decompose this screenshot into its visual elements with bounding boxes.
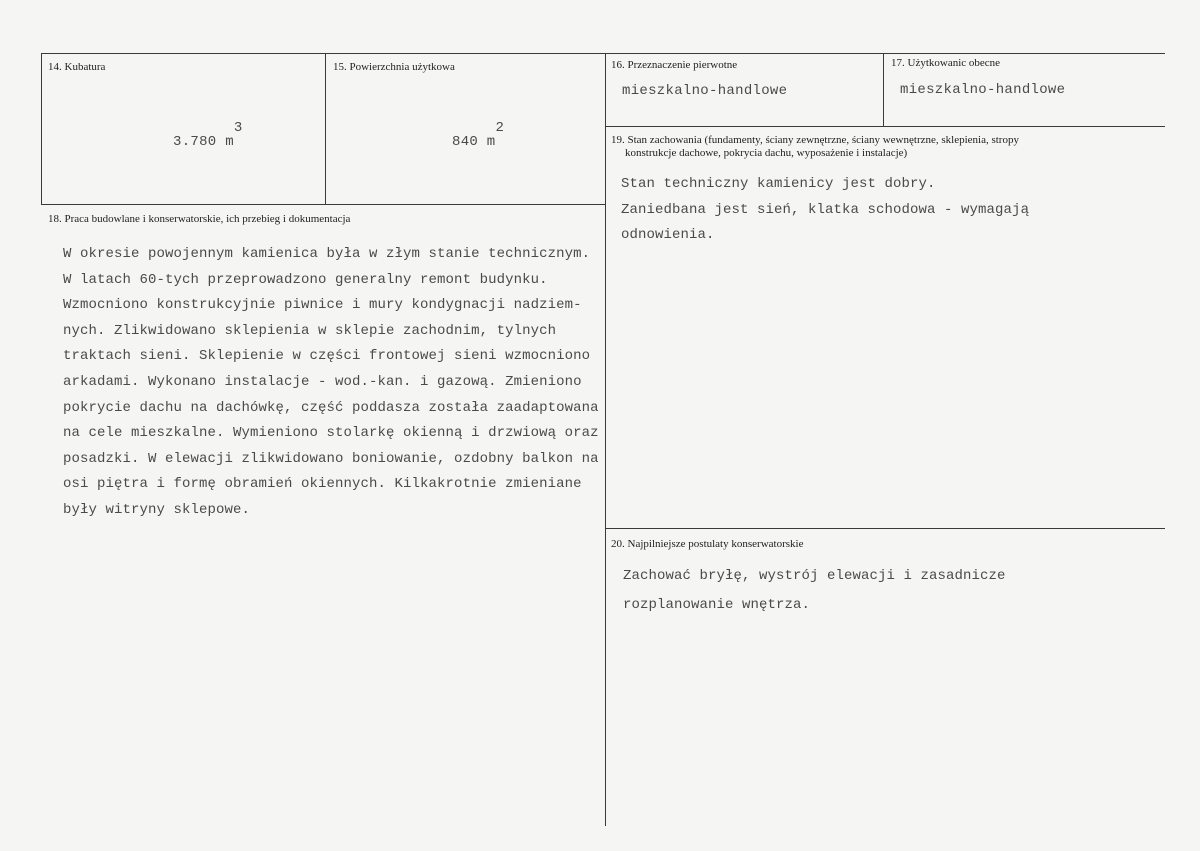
text-line: Zaniedbana jest sień, klatka schodowa - wymagają bbox=[621, 201, 1030, 218]
field-14-label: 14. Kubatura bbox=[48, 61, 106, 73]
field-15-label: 15. Powierzchnia użytkowa bbox=[333, 61, 455, 73]
text-line: Stan techniczny kamienicy jest dobry. bbox=[621, 176, 936, 192]
field-19-label-line2: konstrukcje dachowe, pokrycia dachu, wyposażenie i instalacje) bbox=[625, 147, 908, 159]
text-line: W latach 60-tych przeprowadzono generalny remont budynku. bbox=[63, 271, 548, 288]
volume-unit-exponent: 3 bbox=[233, 120, 243, 136]
text-line: na cele mieszkalne. Wymieniono stolarkę okienną i drzwiową oraz bbox=[63, 425, 599, 442]
field-17-label: 17. Użytkowanic obecne bbox=[891, 57, 1001, 69]
text-line: arkadami. Wykonano instalacje - wod.-kan. i gazową. Zmieniono bbox=[63, 373, 582, 390]
divider-row1-right bbox=[605, 126, 1165, 127]
text-line: Zachować bryłę, wystrój elewacji i zasadnicze bbox=[623, 568, 1006, 584]
field-15-value bbox=[452, 120, 505, 150]
text-line: nych. Zlikwidowano sklepienia w sklepie zachodnim, tylnych bbox=[63, 322, 557, 339]
top-border-line bbox=[41, 53, 1165, 54]
text-line: osi piętra i formę obramień okiennych. Kilkakrotnie zmieniane bbox=[63, 476, 582, 493]
field-20-text bbox=[623, 562, 1006, 620]
text-line: traktach sieni. Sklepienie w części frontowej sieni wzmocniono bbox=[63, 348, 591, 365]
divider-field20 bbox=[605, 528, 1165, 529]
divider-16-17 bbox=[883, 53, 884, 127]
text-line: posadzki. W elewacji zlikwidowano boniowanie, ozdobny balkon na bbox=[63, 450, 599, 467]
field-18-text bbox=[63, 242, 599, 524]
field-19-label-line1: 19. Stan zachowania (fundamenty, ściany zewnętrzne, ściany wewnętrzne, sklepienia, stropy bbox=[611, 134, 1019, 146]
field-14-value bbox=[173, 120, 243, 150]
field-16-value: mieszkalno-handlowe bbox=[622, 83, 788, 99]
divider-14-15 bbox=[325, 53, 326, 205]
text-line: W okresie powojennym kamienica była w złym stanie technicznym. bbox=[63, 246, 591, 262]
field-18-label: 18. Praca budowlane i konserwatorskie, ich przebieg i dokumentacja bbox=[48, 213, 351, 225]
left-border-line bbox=[41, 53, 42, 205]
field-19-text bbox=[621, 172, 1029, 249]
area-unit-exponent: 2 bbox=[495, 120, 505, 136]
volume-value: 3.780 m bbox=[173, 134, 234, 150]
field-17-value: mieszkalno-handlowe bbox=[900, 82, 1066, 98]
text-line: odnowienia. bbox=[621, 227, 715, 244]
text-line: były witryny sklepowe. bbox=[63, 501, 251, 518]
text-line: Wzmocniono konstrukcyjnie piwnice i mury kondygnacji nadziem- bbox=[63, 297, 582, 314]
divider-row1-left bbox=[41, 204, 605, 205]
text-line: pokrycie dachu na dachówkę, część poddasza została zaadaptowana bbox=[63, 399, 599, 416]
field-20-label: 20. Najpilniejsze postulaty konserwatorskie bbox=[611, 538, 804, 550]
text-line: rozplanowanie wnętrza. bbox=[623, 597, 811, 613]
field-16-label: 16. Przeznaczenie pierwotne bbox=[611, 59, 738, 71]
area-value: 840 m bbox=[452, 134, 496, 150]
center-divider bbox=[605, 53, 606, 826]
field-19-label bbox=[611, 134, 1019, 160]
